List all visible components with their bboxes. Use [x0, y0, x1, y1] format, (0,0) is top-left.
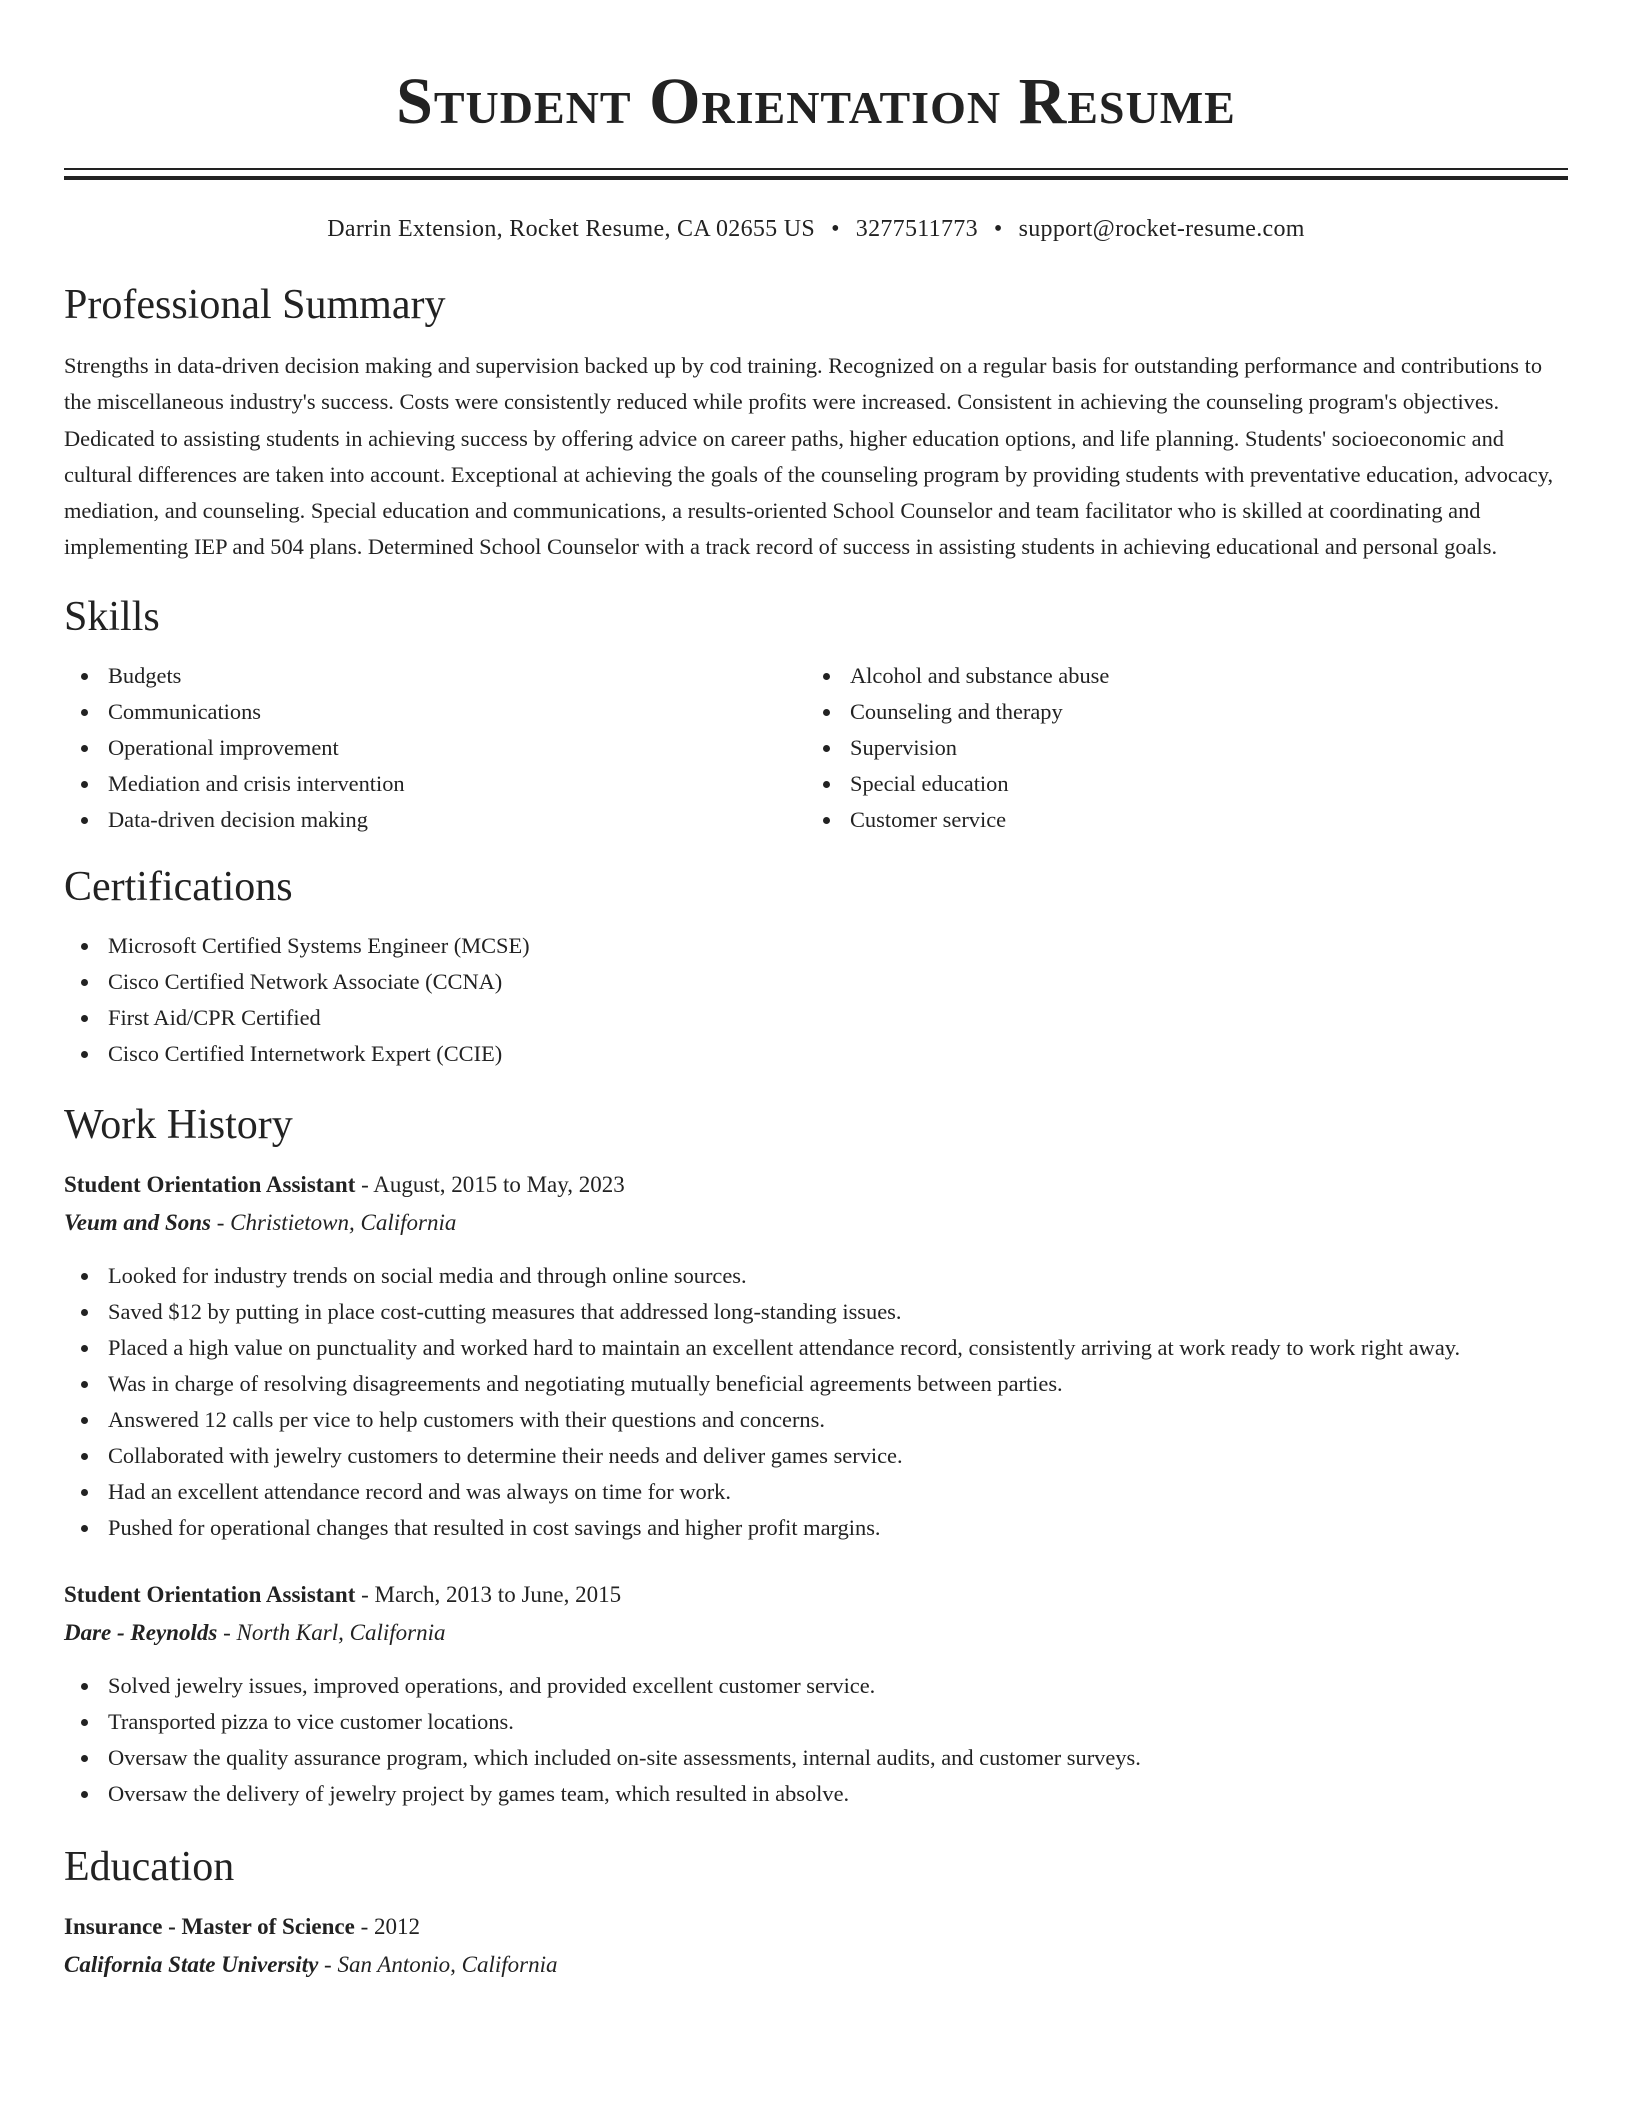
- certification-item: Cisco Certified Network Associate (CCNA): [64, 964, 1568, 1000]
- summary-text: Strengths in data-driven decision making and supervision backed up by cod training. Recognized on a regular basis for outstanding performance and contributions to the miscellaneous industry's success. Costs were consistently reduced while profits were increased. Consistent in achieving the counseling program's objectives. Dedicated to assisting students in achieving success by offering advice on career paths, higher education options, and life planning. Students' socioeconomic and cultural differences are taken into account. Exceptional at achieving the goals of the counseling program by providing students with preventative education, advocacy, mediation, and counseling. Special education and communications, a results-oriented School Counselor and team facilitator who is skilled at coordinating and implementing IEP and 504 plans. Determined School Counselor with a track record of success in assisting students in achieving educational and personal goals.: [64, 353, 1554, 560]
- job-bullet: Oversaw the quality assurance program, which included on-site assessments, internal audits, and customer surveys.: [64, 1740, 1568, 1776]
- job-company: Veum and Sons: [64, 1209, 212, 1235]
- job-bullet: Answered 12 calls per vice to help customers with their questions and concerns.: [64, 1402, 1568, 1438]
- job-bullet: Solved jewelry issues, improved operations, and provided excellent customer service.: [64, 1668, 1568, 1704]
- job-bullet: Placed a high value on punctuality and worked hard to maintain an excellent attendance record, consistently arriving at work ready to work right away.: [64, 1330, 1568, 1366]
- job-bullet: Pushed for operational changes that resulted in cost savings and higher profit margins.: [64, 1510, 1568, 1546]
- resume-page: [64, 0, 1568, 1984]
- job-bullet: Collaborated with jewelry customers to determine their needs and deliver games service.: [64, 1438, 1568, 1474]
- job-location: - Christietown, California: [211, 1209, 457, 1235]
- education-school: California State University: [64, 1951, 319, 1977]
- skill-item: Supervision: [806, 730, 1548, 766]
- certification-item: Cisco Certified Internetwork Expert (CCIE): [64, 1036, 1568, 1072]
- education-year: - 2012: [354, 1913, 421, 1939]
- job-company: Dare - Reynolds: [64, 1619, 218, 1645]
- job-bullet: Looked for industry trends on social media and through online sources.: [64, 1258, 1568, 1294]
- certifications-heading: Certifications: [64, 863, 293, 910]
- contact-line: [64, 214, 1568, 244]
- certifications-list: [64, 928, 1568, 1072]
- job-bullet: Was in charge of resolving disagreements and negotiating mutually beneficial agreements between parties.: [64, 1366, 1568, 1402]
- resume-title: Student Orientation Resume: [396, 65, 1236, 138]
- contact-phone: 3277511773: [855, 216, 978, 242]
- work-history-heading: Work History: [64, 1101, 293, 1148]
- skill-item: Counseling and therapy: [806, 694, 1548, 730]
- skill-item: Operational improvement: [64, 730, 806, 766]
- skills-columns: [64, 658, 1568, 838]
- job-dates: - March, 2013 to June, 2015: [355, 1581, 622, 1607]
- job-bullet: Transported pizza to vice customer locations.: [64, 1704, 1568, 1740]
- summary-heading: Professional Summary: [64, 282, 446, 328]
- title-divider-thin: [64, 168, 1568, 170]
- job-bullet: Oversaw the delivery of jewelry project by games team, which resulted in absolve.: [64, 1776, 1568, 1812]
- skills-left-list: [64, 658, 806, 838]
- job-bullets: [64, 1258, 1568, 1546]
- skill-item: Special education: [806, 766, 1548, 802]
- job-bullet: Had an excellent attendance record and was always on time for work.: [64, 1474, 1568, 1510]
- job-company-line: [64, 1614, 1568, 1652]
- job-title-line: [64, 1576, 1568, 1614]
- skill-item: Communications: [64, 694, 806, 730]
- skill-item: Data-driven decision making: [64, 802, 806, 838]
- education-school-line: [64, 1946, 1568, 1984]
- job-title: Student Orientation Assistant: [64, 1581, 356, 1607]
- certification-item: First Aid/CPR Certified: [64, 1000, 1568, 1036]
- job-location: - North Karl, California: [217, 1619, 446, 1645]
- education-degree-line: [64, 1908, 1568, 1946]
- skill-item: Alcohol and substance abuse: [806, 658, 1548, 694]
- job-bullet: Saved $12 by putting in place cost-cutting measures that addressed long-standing issues.: [64, 1294, 1568, 1330]
- job-dates: - August, 2015 to May, 2023: [355, 1171, 625, 1197]
- skill-item: Budgets: [64, 658, 806, 694]
- contact-address: Darrin Extension, Rocket Resume, CA 02655 US: [327, 216, 816, 242]
- certification-item: Microsoft Certified Systems Engineer (MCSE): [64, 928, 1568, 964]
- education-location: - San Antonio, California: [318, 1951, 558, 1977]
- skill-item: Customer service: [806, 802, 1548, 838]
- job-bullets: [64, 1668, 1568, 1812]
- education-degree: Insurance - Master of Science: [64, 1913, 355, 1939]
- skill-item: Mediation and crisis intervention: [64, 766, 806, 802]
- job-title: Student Orientation Assistant: [64, 1171, 356, 1197]
- contact-separator: •: [993, 216, 1003, 242]
- contact-separator: •: [831, 216, 840, 242]
- education-heading: Education: [64, 1843, 235, 1890]
- job-company-line: [64, 1204, 1568, 1242]
- job-entry: [64, 1166, 1568, 1546]
- job-entry: [64, 1576, 1568, 1812]
- job-title-line: [64, 1166, 1568, 1204]
- skills-heading: Skills: [64, 593, 160, 640]
- skills-right-list: [806, 658, 1548, 838]
- title-divider-thick: [64, 176, 1568, 180]
- contact-email: support@rocket-resume.com: [1018, 216, 1305, 242]
